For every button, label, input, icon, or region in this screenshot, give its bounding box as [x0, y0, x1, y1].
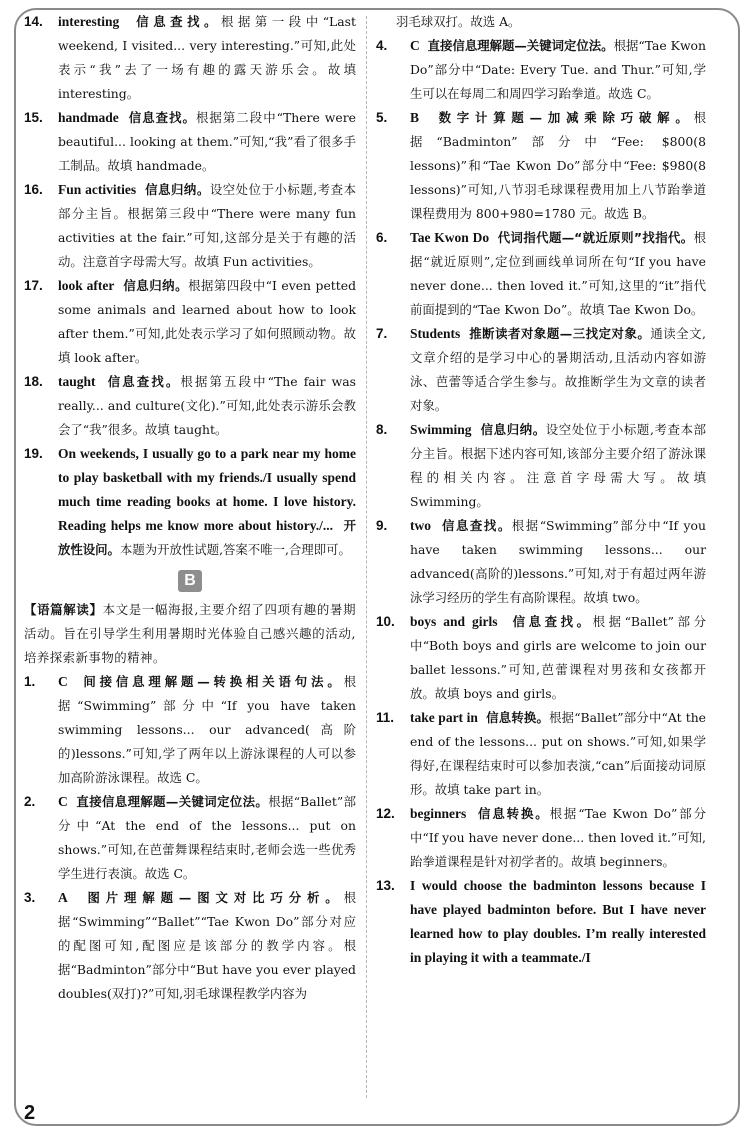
explanation: 根据“Badminton”部分中“Fee: $800(8 lessons)”和“Tae Kwon Do”部分中“Fee: $980(8 lessons)”可知,八节羽毛球课程费用加上八节跆拳道课程费用为 800+980=1780 元。故选 B。	[410, 110, 707, 221]
explanation: 本题为开放性试题,答案不唯一,合理即可。	[119, 542, 351, 557]
item-number: 3.	[24, 890, 36, 905]
answer-item	[24, 886, 356, 1006]
answer-text: taught	[58, 374, 96, 389]
question-type: 直接信息理解题—关键词定位法。	[427, 38, 614, 53]
question-type: 间接信息理解题—转换相关语句法。	[83, 674, 344, 689]
answer-item	[24, 670, 356, 790]
answer-item	[376, 106, 706, 226]
explanation: 根据“Tae Kwon Do”部分中“Date: Every Tue. and Thur.”可知,学生可以在每周二和周四学习跆拳道。故选 C。	[410, 38, 706, 101]
answer-item	[376, 418, 706, 514]
page-number: 2	[24, 1102, 36, 1124]
explanation: 设空处位于小标题,考查本部分主旨。根据下述内容可知,该部分主要介绍了游泳课程的相关内容。注意首字母需大写。故填 Swimming。	[410, 422, 706, 509]
answer-text: C	[58, 794, 68, 809]
answer-item	[376, 610, 706, 706]
answer-text: B	[410, 110, 420, 125]
question-type: 信息归纳。	[480, 422, 546, 437]
question-type: 信息查找。	[128, 110, 196, 125]
answer-item	[376, 322, 706, 418]
answer-item	[376, 226, 706, 322]
explanation: 根据“Tae Kwon Do”部分中“If you have never done... then loved it.”可知,跆拳道课程是针对初学者的。故填 beginners。	[410, 806, 706, 869]
answer-text: Tae Kwon Do	[410, 230, 490, 245]
answer-list-b	[24, 670, 356, 1006]
question-type: 直接信息理解题—关键词定位法。	[76, 794, 269, 809]
right-column	[376, 10, 706, 970]
passage-intro	[24, 598, 356, 670]
answer-text: Fun activities	[58, 182, 137, 197]
item-number: 14.	[24, 14, 43, 29]
question-type: 推断读者对象题—三找定对象。	[469, 326, 651, 341]
intro-label: 【语篇解读】	[24, 602, 103, 617]
continued-text: 羽毛球双打。故选 A。	[396, 14, 521, 29]
question-type: 信息查找。	[512, 614, 593, 629]
intro-text: 本文是一幅海报,主要介绍了四项有趣的暑期活动。旨在引导学生利用暑期时光体验自己感兴趣的活动,培养探索新事物的精神。	[24, 602, 356, 665]
question-type: 信息转换。	[486, 710, 550, 725]
question-type: 信息查找。	[136, 14, 221, 29]
item-number: 12.	[376, 806, 395, 821]
item-number: 19.	[24, 446, 43, 461]
answer-item	[24, 10, 356, 106]
explanation: 根据第一段中“Last weekend, I visited... very interesting.”可知,此处表示“我”去了一场有趣的露天游乐会。故填 interesting。	[58, 14, 356, 101]
answer-list-c	[376, 34, 706, 970]
answer-item	[24, 370, 356, 442]
column-divider	[366, 16, 367, 1098]
answer-text: two	[410, 518, 431, 533]
explanation: 根据“Ballet”部分中“Both boys and girls are welcome to join our ballet lessons.”可知,芭蕾课程对男孩和女孩都开放。故填 boys and girls。	[410, 614, 706, 701]
question-type: 开放性设问。	[58, 518, 356, 557]
answer-item	[24, 178, 356, 274]
answer-item	[376, 874, 706, 970]
question-type: 信息归纳。	[123, 278, 189, 293]
sample-answer: I would choose the badminton lessons because I have played badminton before. But I have never learned how to play doubles. I’m really interested in playing it with a teammate./I	[410, 878, 706, 965]
question-type: 数字计算题—加减乘除巧破解。	[438, 110, 694, 125]
item-number: 11.	[376, 710, 395, 725]
answer-list-a	[24, 10, 356, 562]
answer-item	[376, 34, 706, 106]
question-type: 信息转换。	[478, 806, 550, 821]
item-number: 17.	[24, 278, 43, 293]
answer-text: C	[58, 674, 68, 689]
answer-text: Swimming	[410, 422, 472, 437]
answer-item	[376, 802, 706, 874]
question-type: 图片理解题—图文对比巧分析。	[87, 890, 344, 905]
explanation: 根据第二段中“There were beautiful... looking at them.”可知,“我”看了很多手工制品。故填 handmade。	[58, 110, 356, 173]
answer-item	[24, 790, 356, 886]
answer-text: take part in	[410, 710, 478, 725]
answer-text: A	[58, 890, 68, 905]
item-number: 8.	[376, 422, 388, 437]
explanation: 根据“Swimming”部分中“If you have taken swimming lessons... our advanced(高阶的)lessons.”可知,对于有超过两年游泳学习经历的学生有高阶课程。故填 two。	[410, 518, 706, 605]
explanation: 通读全文,文章介绍的是学习中心的暑期活动,且活动内容如游泳、芭蕾等适合学生参与。故推断学生为文章的读者对象。	[410, 326, 706, 413]
sample-answer: On weekends, I usually go to a park near my home to play basketball with my friends./I usually spend much time reading books at home. I love history. Reading helps me know more about history./...	[58, 446, 356, 533]
item-number: 6.	[376, 230, 388, 245]
explanation: 根据“Swimming”部分中“If you have taken swimming lessons... our advanced(高阶的)lessons.”可知,学了两年以上游泳课程的人可以参加高阶游泳课程。故选 C。	[58, 674, 356, 785]
answer-text: Students	[410, 326, 461, 341]
item-number: 15.	[24, 110, 43, 125]
answer-text: boys and girls	[410, 614, 498, 629]
answer-text: C	[410, 38, 420, 53]
answer-item	[24, 274, 356, 370]
item-number: 18.	[24, 374, 43, 389]
answer-text: look after	[58, 278, 115, 293]
item-number: 16.	[24, 182, 43, 197]
item-number: 1.	[24, 674, 36, 689]
item-number: 10.	[376, 614, 395, 629]
answer-text: handmade	[58, 110, 119, 125]
explanation: 根据“Ballet”部分中“At the end of the lessons... put on shows.”可知,在芭蕾舞课程结束时,老师会选一些优秀学生进行表演。故选 C。	[58, 794, 356, 881]
question-type: 信息归纳。	[145, 182, 210, 197]
answer-item	[24, 106, 356, 178]
explanation: 根据“就近原则”,定位到画线单词所在句“If you have never done... then loved it.”可知,这里的“it”指代前面提到的“Tae Kwon Do”。故填 Tae Kwon Do。	[410, 230, 706, 317]
section-badge: B	[178, 570, 202, 592]
left-column	[24, 10, 356, 1006]
explanation: 设空处位于小标题,考查本部分主旨。根据第三段中“There were many fun activities at the fair.”可知,这部分是关于有趣的活动。注意首字母需大写。故填 Fun activities。	[58, 182, 357, 269]
question-type: 信息查找。	[442, 518, 512, 533]
item-number: 4.	[376, 38, 388, 53]
answer-item	[376, 514, 706, 610]
item-number: 9.	[376, 518, 388, 533]
item-number: 2.	[24, 794, 36, 809]
explanation: 根据“Ballet”部分中“At the end of the lessons... put on shows.”可知,如果学得好,在课程结束时可以参加表演,“can”后面接动词原形。故填 take part in。	[410, 710, 707, 797]
answer-text: interesting	[58, 14, 120, 29]
item-number: 5.	[376, 110, 388, 125]
explanation: 根据第四段中“I even petted some animals and learned about how to look after them.”可知,此处表示学习了如何照顾动物。故填 look after。	[58, 278, 356, 365]
answer-item	[24, 442, 356, 562]
answer-text: beginners	[410, 806, 467, 821]
item-number: 13.	[376, 878, 395, 893]
question-type: 信息查找。	[107, 374, 181, 389]
item-number: 7.	[376, 326, 388, 341]
answer-item	[376, 706, 706, 802]
question-type: 代词指代题—“就近原则”找指代。	[497, 230, 694, 245]
explanation: 根据“Swimming”“Ballet”“Tae Kwon Do”部分对应的配图可知,配图应是该部分的教学内容。根据“Badminton”部分中“But have you ever played doubles(双打)?”可知,羽毛球课程教学内容为	[58, 890, 356, 1001]
explanation: 根据第五段中“The fair was really... and culture(文化).”可知,此处表示游乐会教会了“我”很多。故填 taught。	[58, 374, 356, 437]
